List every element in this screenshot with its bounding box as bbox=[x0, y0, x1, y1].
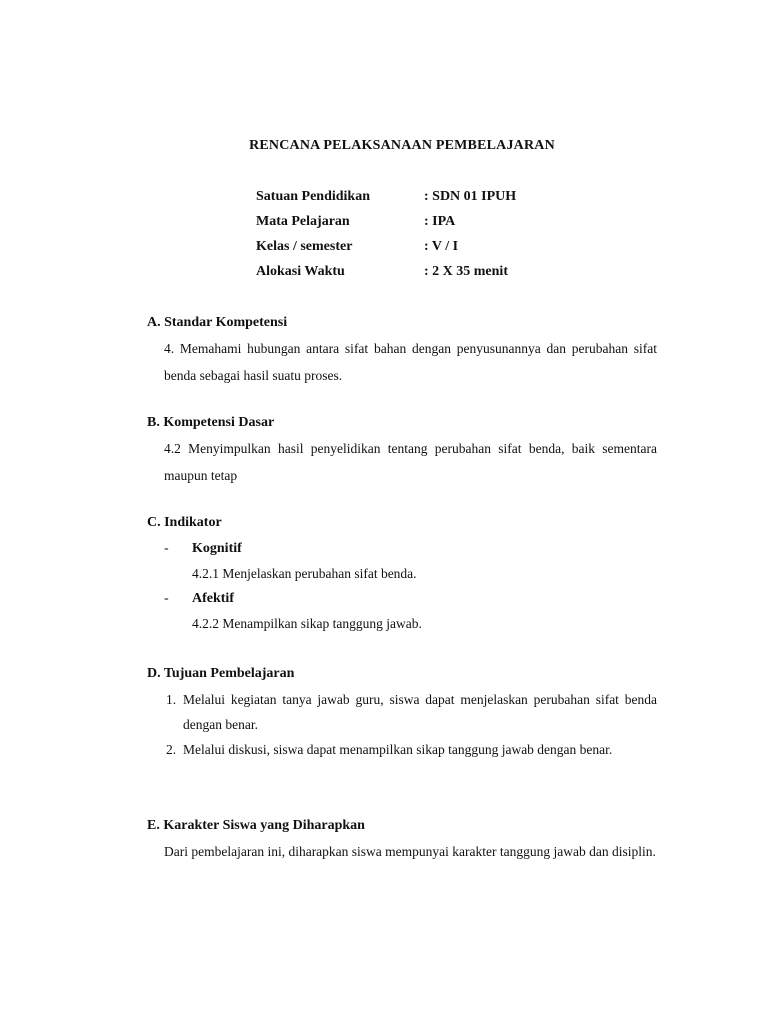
meta-value: : V / I bbox=[424, 239, 459, 254]
meta-row-alokasi bbox=[256, 263, 516, 288]
list-item bbox=[166, 687, 657, 737]
list-number: 2. bbox=[166, 742, 177, 757]
section-heading: E. Karakter Siswa yang Diharapkan bbox=[147, 818, 365, 833]
indicator-list bbox=[164, 536, 657, 636]
indicator-category bbox=[164, 586, 657, 611]
list-item bbox=[166, 737, 657, 762]
meta-value: : IPA bbox=[424, 214, 456, 229]
section-standar-kompetensi bbox=[147, 314, 657, 389]
section-kompetensi-dasar bbox=[147, 414, 657, 489]
meta-row-satuan bbox=[256, 188, 516, 213]
meta-row-mapel bbox=[256, 213, 516, 238]
identity-table bbox=[256, 188, 516, 288]
indicator-category bbox=[164, 536, 657, 561]
list-text: Melalui diskusi, siswa dapat menampilkan sikap tanggung jawab dengan benar. bbox=[183, 742, 613, 757]
section-heading: D. Tujuan Pembelajaran bbox=[147, 666, 295, 681]
dash-bullet: - bbox=[164, 541, 169, 556]
list-text: Melalui kegiatan tanya jawab guru, siswa dapat menjelaskan perubahan sifat benda dengan benar. bbox=[183, 692, 657, 732]
meta-label: Alokasi Waktu bbox=[256, 264, 345, 279]
meta-value: : SDN 01 IPUH bbox=[424, 189, 517, 204]
section-text: 4.2 Menyimpulkan hasil penyelidikan tentang perubahan sifat benda, baik sementara maupun tetap bbox=[164, 441, 657, 483]
indicator-text: 4.2.2 Menampilkan sikap tanggung jawab. bbox=[192, 616, 422, 631]
section-heading: B. Kompetensi Dasar bbox=[147, 415, 275, 430]
section-heading: C. Indikator bbox=[147, 515, 222, 530]
section-heading: A. Standar Kompetensi bbox=[147, 315, 288, 330]
meta-value: : 2 X 35 menit bbox=[424, 264, 508, 279]
meta-label: Satuan Pendidikan bbox=[256, 189, 370, 204]
section-karakter-siswa bbox=[147, 817, 657, 865]
meta-label: Mata Pelajaran bbox=[256, 214, 350, 229]
indicator-label: Kognitif bbox=[192, 541, 242, 556]
section-tujuan-pembelajaran bbox=[147, 665, 657, 762]
dash-bullet: - bbox=[164, 591, 169, 606]
indicator-text: 4.2.1 Menjelaskan perubahan sifat benda. bbox=[192, 566, 417, 581]
section-text: 4. Memahami hubungan antara sifat bahan dengan penyusunannya dan perubahan sifat benda sebagai hasil suatu proses. bbox=[164, 341, 657, 383]
objective-list bbox=[166, 687, 657, 762]
page-title: RENCANA PELAKSANAAN PEMBELAJARAN bbox=[249, 138, 555, 153]
list-number: 1. bbox=[166, 692, 177, 707]
meta-row-kelas bbox=[256, 238, 516, 263]
meta-label: Kelas / semester bbox=[256, 239, 353, 254]
indicator-label: Afektif bbox=[192, 591, 234, 606]
section-indikator bbox=[147, 514, 657, 636]
section-text: Dari pembelajaran ini, diharapkan siswa mempunyai karakter tanggung jawab dan disiplin. bbox=[164, 844, 656, 859]
